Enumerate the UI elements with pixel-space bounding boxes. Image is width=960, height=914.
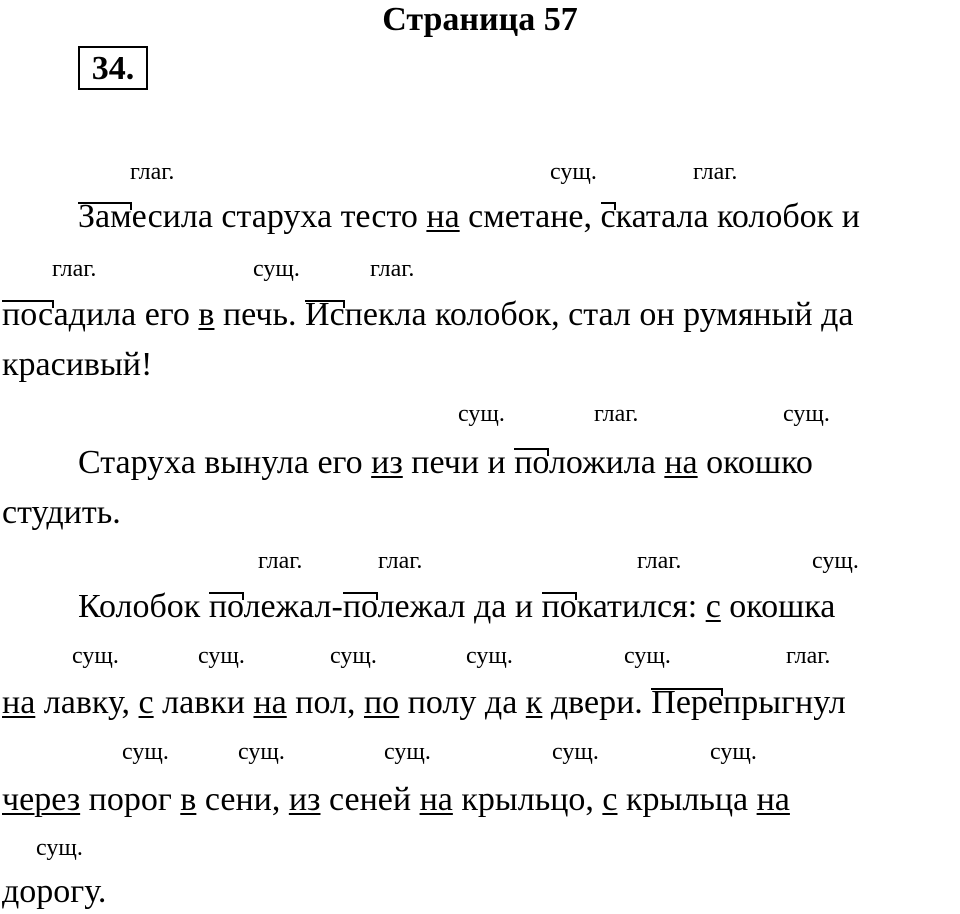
word-label: сущ. xyxy=(458,401,505,427)
prefix-mark: Зам xyxy=(78,198,132,235)
prefix-mark: по xyxy=(541,588,577,625)
text-run: окошка xyxy=(720,588,836,625)
text-run: лежал- xyxy=(243,588,343,625)
text-run: полу да xyxy=(399,684,526,721)
text-line xyxy=(2,872,106,912)
preposition: на xyxy=(756,781,790,818)
text-run: крыльцо, xyxy=(452,781,603,818)
text-run: пол, xyxy=(286,684,364,721)
text-run: прыгнул xyxy=(723,684,846,721)
word-label: глаг. xyxy=(693,159,738,185)
task-number-box: 34. xyxy=(78,46,148,90)
word-label: сущ. xyxy=(330,643,377,669)
text-run: есила старуха тесто xyxy=(131,198,427,235)
prefix-mark: с xyxy=(600,198,616,235)
prefix-mark: Ис xyxy=(305,296,345,333)
text-run: катала колобок и xyxy=(615,198,860,235)
text-line xyxy=(2,295,853,335)
text-run: лавки xyxy=(153,684,254,721)
text-line xyxy=(2,493,121,533)
text-run: пекла колобок, стал он румяный да xyxy=(344,296,854,333)
preposition: на xyxy=(253,684,287,721)
preposition: с xyxy=(602,781,618,818)
word-label: сущ. xyxy=(466,643,513,669)
text-line xyxy=(2,345,152,385)
word-label: сущ. xyxy=(783,401,830,427)
text-run: лежал да и xyxy=(377,588,542,625)
prefix-mark: по xyxy=(514,444,549,481)
preposition: к xyxy=(525,684,543,721)
text-line xyxy=(78,197,860,237)
preposition: по xyxy=(363,684,400,721)
word-label: глаг. xyxy=(378,548,423,574)
prefix-mark: Пере xyxy=(651,684,724,721)
preposition: в xyxy=(180,781,197,818)
text-run: печь. xyxy=(214,296,306,333)
word-label: глаг. xyxy=(130,159,175,185)
word-label: сущ. xyxy=(624,643,671,669)
text-line xyxy=(78,443,813,483)
preposition: на xyxy=(664,444,698,481)
word-label: сущ. xyxy=(710,739,757,765)
word-label: глаг. xyxy=(594,401,639,427)
page-title: Страница 57 xyxy=(382,1,578,38)
text-run: красивый! xyxy=(2,346,153,383)
text-run: окошко xyxy=(697,444,813,481)
text-run: дорогу. xyxy=(2,873,107,910)
text-run: печи и xyxy=(402,444,515,481)
text-line xyxy=(2,683,846,723)
word-label: глаг. xyxy=(370,256,415,282)
text-run: Колобок xyxy=(78,588,209,625)
word-label: сущ. xyxy=(36,835,83,861)
preposition: на xyxy=(419,781,453,818)
text-line xyxy=(78,587,835,627)
word-label: глаг. xyxy=(258,548,303,574)
text-run: порог xyxy=(80,781,181,818)
text-line xyxy=(2,780,790,820)
text-run: сеней xyxy=(320,781,420,818)
preposition: в xyxy=(198,296,215,333)
text-run: Старуха вынула его xyxy=(78,444,372,481)
word-label: глаг. xyxy=(52,256,97,282)
text-run: сени, xyxy=(196,781,289,818)
text-run: ложила xyxy=(548,444,665,481)
word-label: сущ. xyxy=(238,739,285,765)
preposition: с xyxy=(138,684,154,721)
text-run: сметане, xyxy=(459,198,601,235)
word-label: глаг. xyxy=(786,643,831,669)
word-label: сущ. xyxy=(552,739,599,765)
word-label: сущ. xyxy=(72,643,119,669)
preposition: с xyxy=(705,588,721,625)
text-run: лавку, xyxy=(35,684,139,721)
text-run: адила его xyxy=(53,296,199,333)
text-run: крыльца xyxy=(617,781,757,818)
prefix-mark: по xyxy=(208,588,244,625)
word-label: сущ. xyxy=(122,739,169,765)
preposition: на xyxy=(2,684,36,721)
preposition: на xyxy=(426,198,460,235)
text-run: двери. xyxy=(542,684,652,721)
word-label: сущ. xyxy=(198,643,245,669)
word-label: сущ. xyxy=(253,256,300,282)
text-run: студить. xyxy=(2,494,121,531)
preposition: из xyxy=(371,444,403,481)
word-label: сущ. xyxy=(550,159,597,185)
word-label: глаг. xyxy=(637,548,682,574)
preposition: через xyxy=(2,781,81,818)
prefix-mark: по xyxy=(342,588,378,625)
prefix-mark: пос xyxy=(2,296,54,333)
word-label: сущ. xyxy=(812,548,859,574)
preposition: из xyxy=(288,781,321,818)
text-run: катился: xyxy=(576,588,706,625)
word-label: сущ. xyxy=(384,739,431,765)
